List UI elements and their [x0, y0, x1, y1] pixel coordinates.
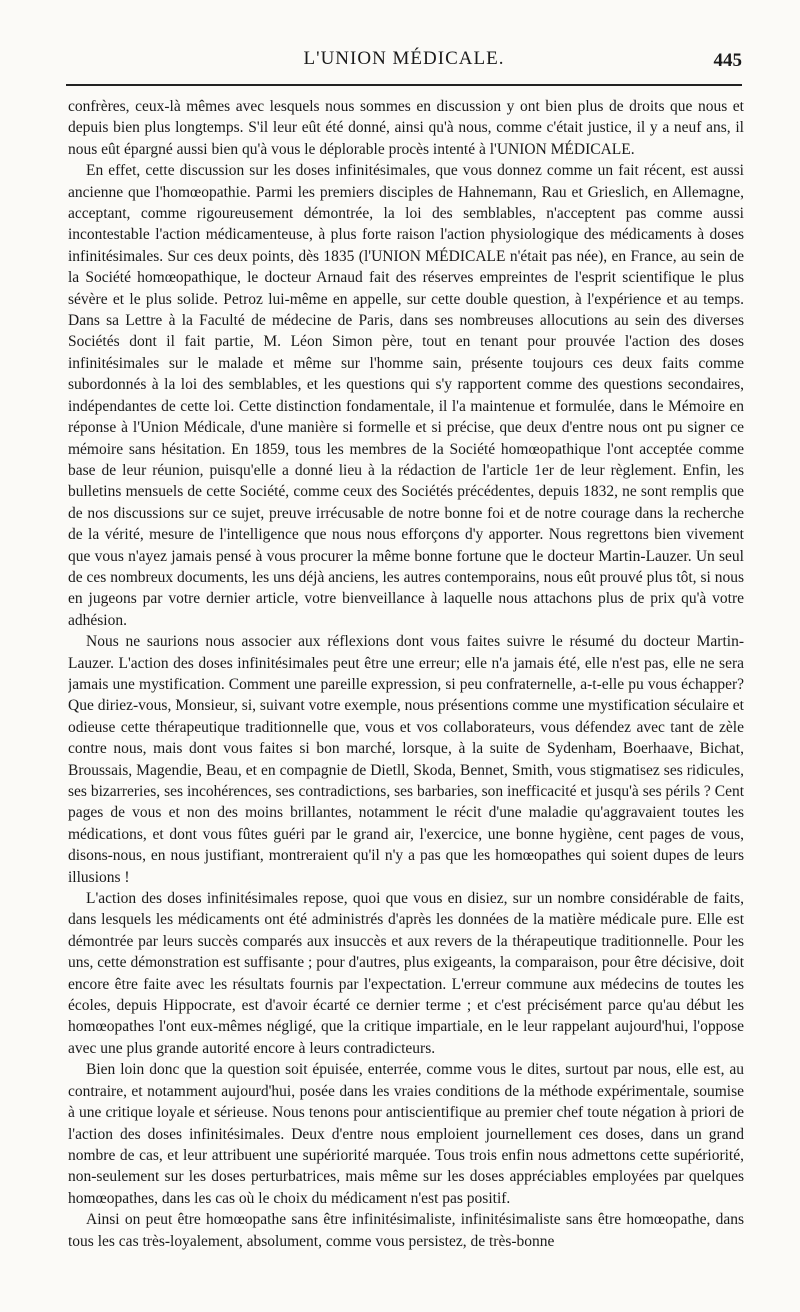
- paragraph: Nous ne saurions nous associer aux réflexions dont vous faites suivre le résumé du docteur Martin-Lauzer. L'action des doses infinitésimales peut être une erreur; elle n'a jamais été, elle n'est pas, elle ne sera jamais une mystification. Comment une pareille expression, si peu confraternelle, a-t-elle pu vous échapper? Que diriez-vous, Monsieur, si, suivant votre exemple, nous présentions comme une mystification séculaire et odieuse cette thérapeutique traditionnelle que, vous et vos collaborateurs, vous défendez avec tant de zèle contre nous, mais dont vous faites si bon marché, lorsque, à la suite de Sydenham, Boerhaave, Bichat, Broussais, Magendie, Beau, et en compagnie de Dietll, Skoda, Bennet, Smith, vous stigmatisez ses ridicules, ses bizarreries, ses incohérences, ses contradictions, ses barbaries, son inefficacité et jusqu'à ses périls ? Cent pages de vous et non des moins brillantes, notamment le récit d'une maladie qu'aggravaient toutes les médications, et dont vous fûtes guéri par le grand air, l'exercice, une bonne hygiène, cent pages de vous, disons-nous, en nous justifiant, montreraient qu'il n'y a pas que les homœopathes qui soient dupes de leurs illusions !: [68, 633, 744, 886]
- page-number: 445: [713, 50, 742, 71]
- body-text: [68, 96, 744, 1301]
- paragraph: L'action des doses infinitésimales repose, quoi que vous en disiez, sur un nombre considérable de faits, dans lesquels les médicaments ont été administrés d'après les données de la matière médicale pure. Elle est démontrée par leurs succès comparés aux insuccès et aux revers de la thérapeutique traditionnelle. Pour les uns, cette démonstration est suffisante ; pour d'autres, plus exigeants, la comparaison, pour être décisive, doit encore être faite avec les résultats fournis par l'expectation. L'erreur commune aux médecins de toutes les écoles, depuis Hippocrate, est d'avoir écarté ce dernier terme ; et c'est précisément parce qu'au début les homœopathes l'ont eux-mêmes négligé, que la critique impartiale, en le leur rappelant aujourd'hui, l'oppose avec une plus grande autorité encore à leurs contradicteurs.: [68, 890, 744, 1057]
- header-rule: [66, 84, 742, 86]
- page-header: [66, 48, 742, 74]
- running-title: L'UNION MÉDICALE.: [303, 48, 505, 69]
- paragraph: En effet, cette discussion sur les doses infinitésimales, que vous donnez comme un fait récent, est aussi ancienne que l'homœopathie. Parmi les premiers disciples de Hahnemann, Rau et Grieslich, en Allemagne, acceptant, comme rigoureusement démontrée, la loi des semblables, n'acceptent pas comme aussi incontestable l'action médicamenteuse, à plus forte raison l'action physiologique des médicaments à doses infinitésimales. Sur ces deux points, dès 1835 (l'UNION MÉDICALE n'était pas née), en France, au sein de la Société homœopathique, le docteur Arnaud fait des réserves empreintes de l'esprit scientifique le plus sévère et le plus solide. Petroz lui-même en appelle, sur cette double question, à l'expérience et au temps. Dans sa Lettre à la Faculté de médecine de Paris, dans ses nombreuses allocutions au sein des diverses Sociétés dont il fait partie, M. Léon Simon père, tout en tenant pour prouvée l'action des doses infinitésimales sur le malade et même sur l'homme sain, présente toujours ces deux faits comme subordonnés à la loi des semblables, et les questions qui s'y rapportent comme des questions secondaires, indépendantes de cette loi. Cette distinction fondamentale, il l'a maintenue et formulée, dans le Mémoire en réponse à l'Union Médicale, d'une manière si formelle et si précise, que deux d'entre nous ont pu signer ce mémoire sans hésitation. En 1859, tous les membres de la Société homœopathique l'ont acceptée comme base de leur réunion, puisqu'elle a donné lieu à la rédaction de l'article 1er de leur règlement. Enfin, les bulletins mensuels de cette Société, comme ceux des Sociétés précédentes, depuis 1832, ne sont remplis que de nos discussions sur ce sujet, preuve irrécusable de notre bonne foi et de notre courage dans la recherche de la vérité, mesure de l'intelligence que nous nous efforçons d'y apporter. Nous regrettons bien vivement que vous n'ayez jamais pensé à vous procurer la même bonne fortune que le docteur Martin-Lauzer. Un seul de ces nombreux documents, les uns déjà anciens, les autres contemporains, nous eût prouvé plus tôt, si nous en jugeons par votre dernier article, votre bienveillance à laquelle nous attachons plus de prix qu'à votre adhésion.: [68, 162, 744, 629]
- paragraph: confrères, ceux-là mêmes avec lesquels nous sommes en discussion y ont bien plus de droits que nous et depuis bien plus longtemps. S'il leur eût été donné, ainsi qu'à nous, comme c'était justice, il y a neuf ans, il nous eût épargné aussi bien qu'à vous le déplorable procès intenté à l'UNION MÉDICALE.: [68, 98, 744, 158]
- paragraph: Bien loin donc que la question soit épuisée, enterrée, comme vous le dites, surtout par nous, elle est, au contraire, et notamment aujourd'hui, posée dans les vraies conditions de la méthode expérimentale, soumise à une critique loyale et sérieuse. Nous tenons pour antiscientifique au premier chef toute négation à priori de l'action des doses infinitésimales. Deux d'entre nous emploient journellement ces doses, dans un grand nombre de cas, et leur attribuent une supériorité marquée. Tous trois enfin nous admettons cette supériorité, non-seulement sur les doses perturbatrices, mais même sur les doses appréciables employées par quelques homœopathes, dans les cas où le choix du médicament n'est pas positif.: [68, 1061, 744, 1207]
- paragraph: Ainsi on peut être homœopathe sans être infinitésimaliste, infinitésimaliste sans être homœopathe, dans tous les cas très-loyalement, absolument, comme vous persistez, de très-bonne: [68, 1211, 744, 1250]
